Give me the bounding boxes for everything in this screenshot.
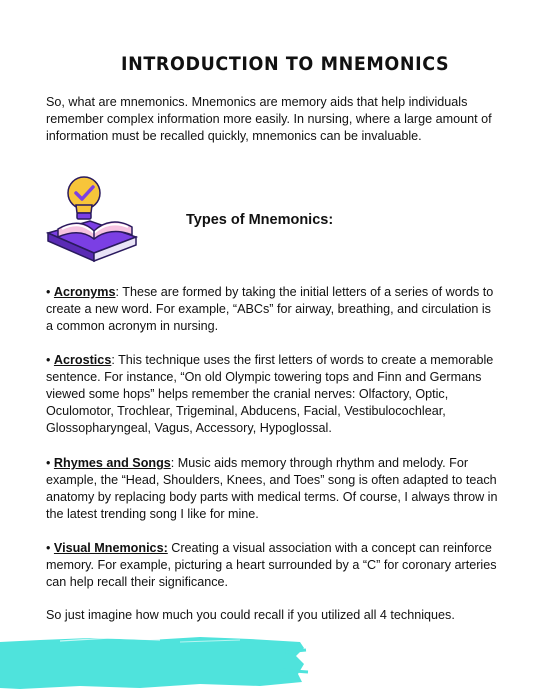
mnemonic-section-visual bbox=[46, 540, 498, 591]
lightbulb-book-icon bbox=[44, 173, 140, 269]
bullet: • bbox=[46, 285, 51, 299]
term-rhymes-and-songs: Rhymes and Songs bbox=[53, 456, 171, 470]
mnemonic-section-rhymes-and-songs bbox=[46, 455, 498, 523]
closing-paragraph: So just imagine how much you could recall if you utilized all 4 techniques. bbox=[46, 608, 455, 622]
bullet: • bbox=[46, 456, 51, 470]
definition-text: : Music aids memory through rhythm and melody. For example, the “Head, Shoulders, Knees, and Toes” song is often adapted to teach anatomy by replacing body parts with medical terms. Of course, I always throw in the latest trending song I like for mine. bbox=[46, 456, 498, 521]
page-title: INTRODUCTION TO MNEMONICS bbox=[121, 54, 450, 76]
term-visual-mnemonics: Visual Mnemonics: bbox=[53, 541, 168, 555]
mnemonic-section-acrostics bbox=[46, 352, 498, 437]
intro-paragraph: So, what are mnemonics. Mnemonics are memory aids that help individuals remember complex information more easily. In nursing, where a large amount of information must be recalled quickly, mnemonics can be invaluable. bbox=[46, 95, 492, 143]
bullet: • bbox=[46, 353, 51, 367]
decorative-brush-stroke bbox=[0, 634, 310, 690]
bullet: • bbox=[46, 541, 51, 555]
term-acronyms: Acronyms bbox=[53, 285, 116, 299]
definition-text: Creating a visual association with a concept can reinforce memory. For example, picturing a heart surrounded by a “C” for coronary arteries can help recall their significance. bbox=[46, 541, 497, 589]
types-heading: Types of Mnemonics: bbox=[186, 212, 334, 228]
definition-text: : These are formed by taking the initial letters of a series of words to create a new word. For example, “ABCs” for airway, breathing, and circulation is a common acronym in nursing. bbox=[46, 285, 494, 333]
term-acrostics: Acrostics bbox=[53, 353, 112, 367]
definition-text: : This technique uses the first letters of words to create a memorable sentence. For instance, “On old Olympic towering tops and Finn and Germans viewed some hops” helps remember the cranial nerves: Olfactory, Optic, Oculomotor, Trochlear, Trigeminal, Abducens, Facial, Vestibulocochlear, Glossopharyngeal, Vagus, Accessory, Hypoglossal. bbox=[46, 353, 494, 435]
mnemonic-section-acronyms bbox=[46, 284, 498, 335]
